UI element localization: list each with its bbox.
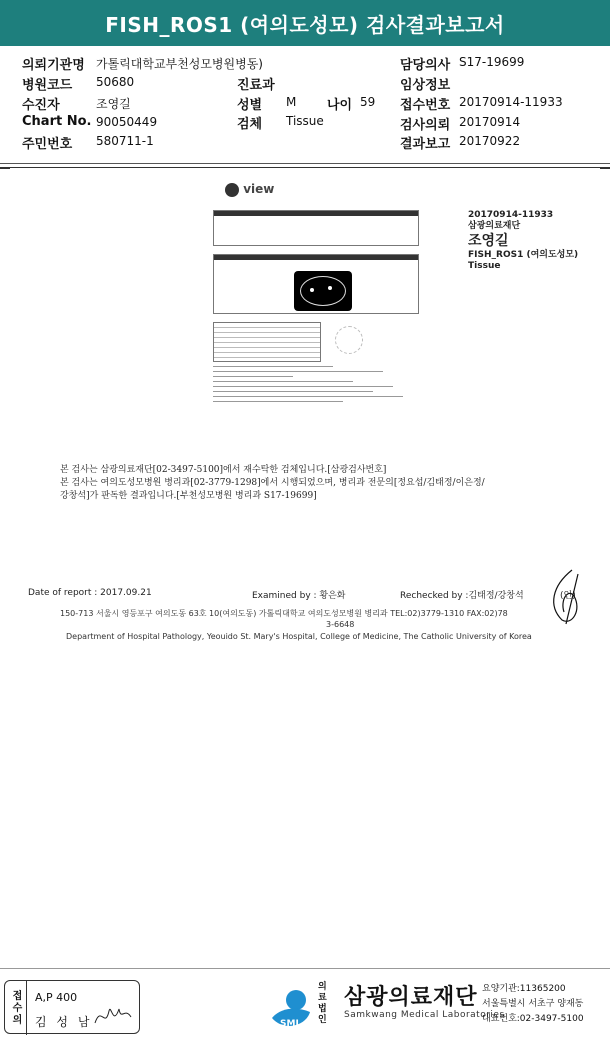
age-label: 나이 — [327, 98, 353, 113]
sml-logo-icon — [266, 982, 316, 1032]
fish-cell-image — [294, 271, 352, 311]
doctor-label: 담당의사 — [400, 58, 451, 73]
stats-table — [213, 322, 321, 362]
pathologist-signature — [542, 566, 592, 626]
patient-label: 수진자 — [22, 98, 60, 113]
receiver-signature — [93, 1001, 133, 1031]
bioview-logo: view — [225, 182, 274, 197]
footer-bar — [0, 972, 610, 1044]
receipt-label: 접수번호 — [400, 98, 451, 113]
id-label: 주민번호 — [22, 137, 73, 152]
case-details-table — [213, 210, 419, 246]
chart-value: 90050449 — [96, 115, 158, 129]
receiver-name: 김 성 남 — [35, 1015, 93, 1029]
rechecked-by: Rechecked by :김태정/강창석 — [400, 591, 524, 601]
criteria-text-lines — [213, 366, 413, 406]
report-date-value: 20170922 — [459, 134, 521, 148]
report-title: FISH_ROS1 (여의도성모) 검사결과보고서 — [0, 0, 610, 46]
org-type: 의료 법인 — [318, 982, 327, 1025]
institution-label: 의뢰기관명 — [22, 58, 85, 73]
seal-mark: (인) — [560, 591, 576, 601]
sex-label: 성별 — [237, 98, 263, 113]
receiver-sign-box — [4, 980, 140, 1034]
org-address: 서울특별시 서초구 양재동 — [482, 999, 584, 1009]
embedded-fish-report — [205, 176, 427, 451]
org-english-name: Samkwang Medical Laboratories — [344, 1010, 505, 1020]
org-contact — [482, 982, 584, 1027]
address-line-1: 150-713 서울시 영등포구 여의도동 63호 10(여의도동) 가톨릭대학교 여의도성모병원 병리과 TEL:02)3779-1310 FAX:02)78 — [60, 609, 508, 618]
department-line: Department of Hospital Pathology, Yeouido St. Mary's Hospital, College of Medicine, The Catholic University of Korea — [66, 632, 532, 641]
faded-stamp — [335, 326, 363, 354]
dept-label: 진료과 — [237, 78, 275, 93]
specimen-label: 검체 — [237, 117, 263, 132]
bioview-logo-icon — [225, 183, 239, 197]
patient-value: 조영길 — [96, 97, 131, 111]
examined-by: Examined by : 황은화 — [252, 591, 346, 601]
request-label: 검사의뢰 — [400, 118, 451, 133]
receipt-value: 20170914-11933 — [459, 95, 563, 109]
specimen-label-sticker: 20170914-11933 삼광의료재단 조영길 FISH_ROS1 (여의도성모) Tissue — [468, 210, 579, 271]
report-date-label: 결과보고 — [400, 137, 451, 152]
clinical-label: 임상정보 — [400, 78, 451, 93]
hospital-code-label: 병원코드 — [22, 78, 73, 93]
org-name: 삼광의료재단 — [344, 985, 478, 1010]
svg-text:SML: SML — [280, 1019, 302, 1029]
patient-info — [0, 50, 610, 158]
info-divider — [0, 163, 610, 164]
specimen-value: Tissue — [286, 114, 324, 128]
request-value: 20170914 — [459, 115, 521, 129]
age-value: 59 — [360, 95, 376, 109]
sex-value: M — [286, 95, 297, 109]
bottom-divider — [0, 968, 610, 969]
address-line-2: 3-6648 — [326, 620, 355, 629]
id-value: 580711-1 — [96, 134, 154, 148]
receiver-code: A,P 400 — [35, 991, 78, 1004]
org-institution-code: 요양기관:11365200 — [482, 984, 566, 994]
scanned-report — [10, 168, 600, 968]
referral-note: 본 검사는 삼광의료재단[02-3497-5100]에서 재수탁한 검체입니다.[삼광검사번호] 본 검사는 여의도성모병원 병리과[02-3779-1298]에서 시행되었으며, 병리과 전문의[정요섭/김태정/이은정/ 강창석]가 판독한 결과입니다.[부천성모병원 병리과 S17-19699] — [60, 465, 485, 501]
receiver-label: 접수의 — [5, 981, 27, 1035]
institution-value: 가톨릭대학교부천성모병원병동) — [96, 57, 263, 71]
date-of-report: Date of report : 2017.09.21 — [28, 588, 152, 598]
hospital-code-value: 50680 — [96, 75, 135, 89]
org-phone: 대표번호:02-3497-5100 — [482, 1014, 584, 1024]
chart-label: Chart No. — [22, 114, 92, 129]
doctor-value: S17-19699 — [459, 55, 525, 69]
result-box — [213, 254, 419, 314]
